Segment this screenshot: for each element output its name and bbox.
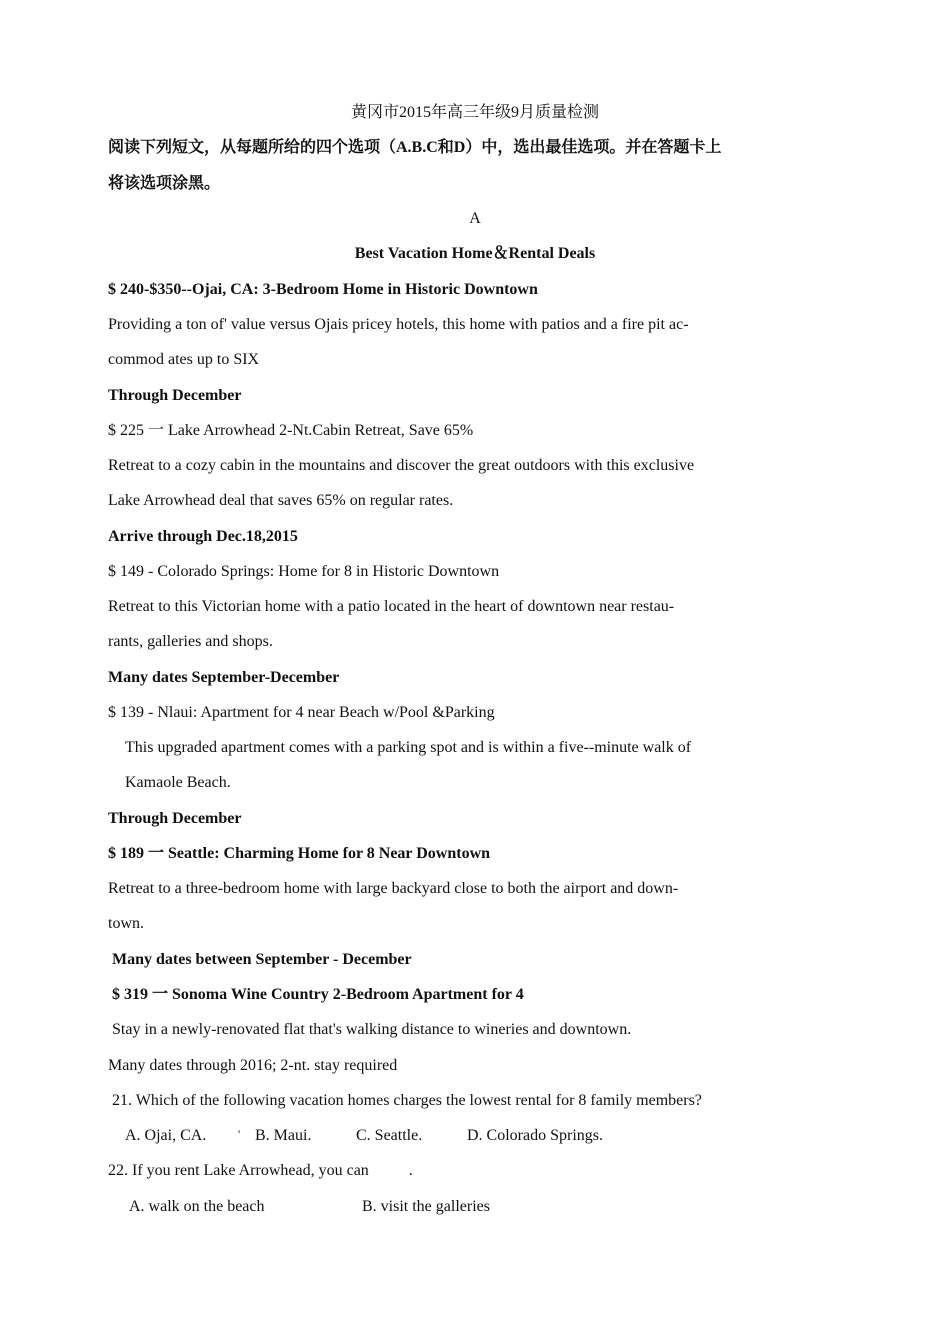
question-22-option-a: A. walk on the beach	[129, 1198, 265, 1215]
question-21-stem: 21. Which of the following vacation homes charges the lowest rental for 8 family members?	[112, 1092, 702, 1109]
deal-description: town.	[108, 915, 144, 932]
section-title: Best Vacation Home＆Rental Deals	[354, 245, 596, 262]
deal-description: commod ates up to SIX	[108, 351, 260, 368]
deal-dates: Many dates through 2016; 2-nt. stay required	[108, 1057, 398, 1074]
deal-dates: Through December	[108, 810, 242, 827]
section-letter: A	[469, 210, 481, 227]
deal-dates: Many dates between September - December	[112, 951, 412, 968]
document-title: 黄冈市2015年高三年级9月质量检测	[350, 104, 599, 121]
question-21-option-c: C. Seattle.	[356, 1127, 423, 1144]
deal-dates: Through December	[108, 387, 242, 404]
deal-heading: $ 189 一 Seattle: Charming Home for 8 Near Downtown	[108, 845, 491, 862]
question-21-option-a: A. Ojai, CA.	[125, 1127, 207, 1144]
deal-heading: $ 225 一 Lake Arrowhead 2-Nt.Cabin Retreat, Save 65%	[108, 422, 474, 439]
instructions-line-2: 将该选项涂黑。	[108, 175, 221, 192]
deal-heading: $ 319 一 Sonoma Wine Country 2-Bedroom Apartment for 4	[112, 986, 524, 1003]
deal-description: This upgraded apartment comes with a parking spot and is within a five--minute walk of	[125, 739, 692, 756]
deal-heading: $ 149 - Colorado Springs: Home for 8 in Historic Downtown	[108, 563, 500, 580]
stray-mark: '	[238, 1127, 241, 1141]
deal-description: Stay in a newly-renovated flat that's walking distance to wineries and downtown.	[112, 1021, 632, 1038]
deal-description: Providing a ton of' value versus Ojais pricey hotels, this home with patios and a fire pit ac-	[108, 316, 689, 333]
deal-heading: $ 240-$350--Ojai, CA: 3-Bedroom Home in Historic Downtown	[108, 281, 538, 298]
question-22-stem: 22. If you rent Lake Arrowhead, you can .	[108, 1162, 413, 1179]
question-21-option-d: D. Colorado Springs.	[467, 1127, 603, 1144]
deal-description: Retreat to a three-bedroom home with large backyard close to both the airport and down-	[108, 880, 679, 897]
deal-description: rants, galleries and shops.	[108, 633, 273, 650]
deal-dates: Many dates September-December	[108, 669, 340, 686]
deal-description: Lake Arrowhead deal that saves 65% on regular rates.	[108, 492, 454, 509]
deal-description: Retreat to this Victorian home with a patio located in the heart of downtown near restau-	[108, 598, 675, 615]
deal-heading: $ 139 - Nlaui: Apartment for 4 near Beach w/Pool &Parking	[108, 704, 495, 721]
deal-dates: Arrive through Dec.18,2015	[108, 528, 298, 545]
deal-description: Retreat to a cozy cabin in the mountains and discover the great outdoors with this exclusive	[108, 457, 695, 474]
question-21-option-b: B. Maui.	[255, 1127, 312, 1144]
deal-description: Kamaole Beach.	[125, 774, 231, 791]
instructions-line-1: 阅读下列短文，从每题所给的四个选项（A.B.C和D）中，选出最佳选项。并在答题卡上	[108, 139, 722, 156]
question-22-option-b: B. visit the galleries	[362, 1198, 490, 1215]
